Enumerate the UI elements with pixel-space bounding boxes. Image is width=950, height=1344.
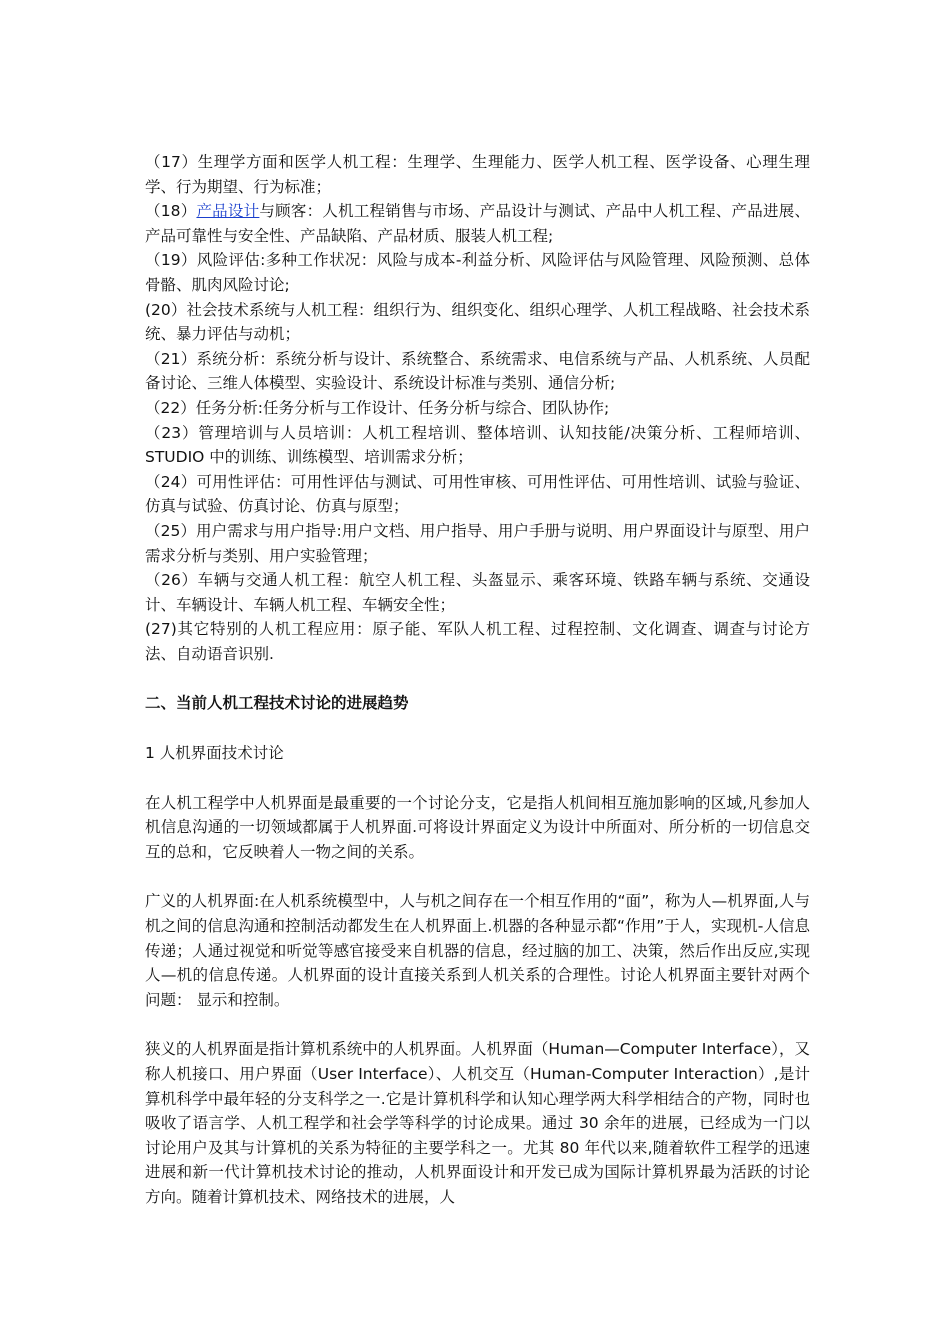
list-item-25: （25）用户需求与用户指导:用户文档、用户指导、用户手册与说明、用户界面设计与原型、用户需求分析与类别、用户实验管理； [145,521,810,565]
document-page [145,150,810,1210]
list-item-19: （19）风险评估:多种工作状况：风险与成本-利益分析、风险评估与风险管理、风险预测、总体骨骼、肌肉风险讨论; [145,251,810,294]
paragraph-narrow-definition: 狭义的人机界面是指计算机系统中的人机界面。人机界面（Human—Computer Interface），又称人机接口、用户界面（User Interface）、人机交互（Human-Computer Interaction）,是计算机科学中最年轻的分支科学之一.它是计算机科学和认知心理学两大科学相结合的产物，同时也吸收了语言学、人机工程学和社会学等科学的讨论成果。通过 30 余年的进展，已经成为一门以讨论用户及其与计算机的关系为特征的主要学科之一。尤其 80 年代以来,随着软件工程学的迅速进展和新一代计算机技术讨论的推动，人机界面设计和开发已成为国际计算机界最为活跃的讨论方向。随着计算机技术、网络技术的进展，人 [145,1040,810,1206]
sub-heading: 1 人机界面技术讨论 [145,744,284,763]
section-heading: 二、当前人机工程技术讨论的进展趋势 [145,694,409,713]
product-design-link[interactable]: 产品设计 [196,202,260,221]
list-item-21: （21）系统分析：系统分析与设计、系统整合、系统需求、电信系统与产品、人机系统、人员配备讨论、三维人体模型、实验设计、系统设计标准与类别、通信分析; [145,349,810,393]
paragraph-broad-definition: 广义的人机界面:在人机系统模型中，人与机之间存在一个相互作用的“面”，称为人—机界面,人与机之间的信息沟通和控制活动都发生在人机界面上.机器的各种显示都“作用”于人，实现机-人信息传递；人通过视觉和听觉等感官接受来自机器的信息，经过脑的加工、决策，然后作出反应,实现人—机的信息传递。人机界面的设计直接关系到人机关系的合理性。讨论人机界面主要针对两个问题： 显示和控制。 [145,892,810,1009]
list-item-20: (20）社会技术系统与人机工程：组织行为、组织变化、组织心理学、人机工程战略、社会技术系统、暴力评估与动机； [145,300,810,344]
list-item-24: （24）可用性评估：可用性评估与测试、可用性审核、可用性评估、可用性培训、试验与验证、仿真与试验、仿真讨论、仿真与原型； [145,472,810,516]
list-item-18-text: 与顾客：人机工程销售与市场、产品设计与测试、产品中人机工程、产品进展、产品可靠性与安全性、产品缺陷、产品材质、服装人机工程; [145,202,810,245]
list-item-26: （26）车辆与交通人机工程：航空人机工程、头盔显示、乘客环境、铁路车辆与系统、交通设计、车辆设计、车辆人机工程、车辆安全性； [145,571,810,614]
list-item-22: （22）任务分析:任务分析与工作设计、任务分析与综合、团队协作; [145,398,610,417]
list-item-17: （17）生理学方面和医学人机工程：生理学、生理能力、医学人机工程、医学设备、心理生理学、行为期望、行为标准； [145,153,810,196]
list-item-18-prefix: （18） [145,202,197,221]
list-item-27: (27)其它特别的人机工程应用：原子能、军队人机工程、过程控制、文化调查、调查与讨论方法、自动语音识别. [145,620,810,663]
list-item-23: （23）管理培训与人员培训：人机工程培训、整体培训、认知技能/决策分析、工程师培训、STUDIO 中的训练、训练模型、培训需求分析； [145,423,810,467]
list-item-18 [145,199,810,248]
paragraph-hci-overview: 在人机工程学中人机界面是最重要的一个讨论分支，它是指人机间相互施加影响的区域,凡参加人机信息沟通的一切领域都属于人机界面.可将设计界面定义为设计中所面对、所分析的一切信息交互的总和，它反映着人一物之间的关系。 [145,793,810,861]
